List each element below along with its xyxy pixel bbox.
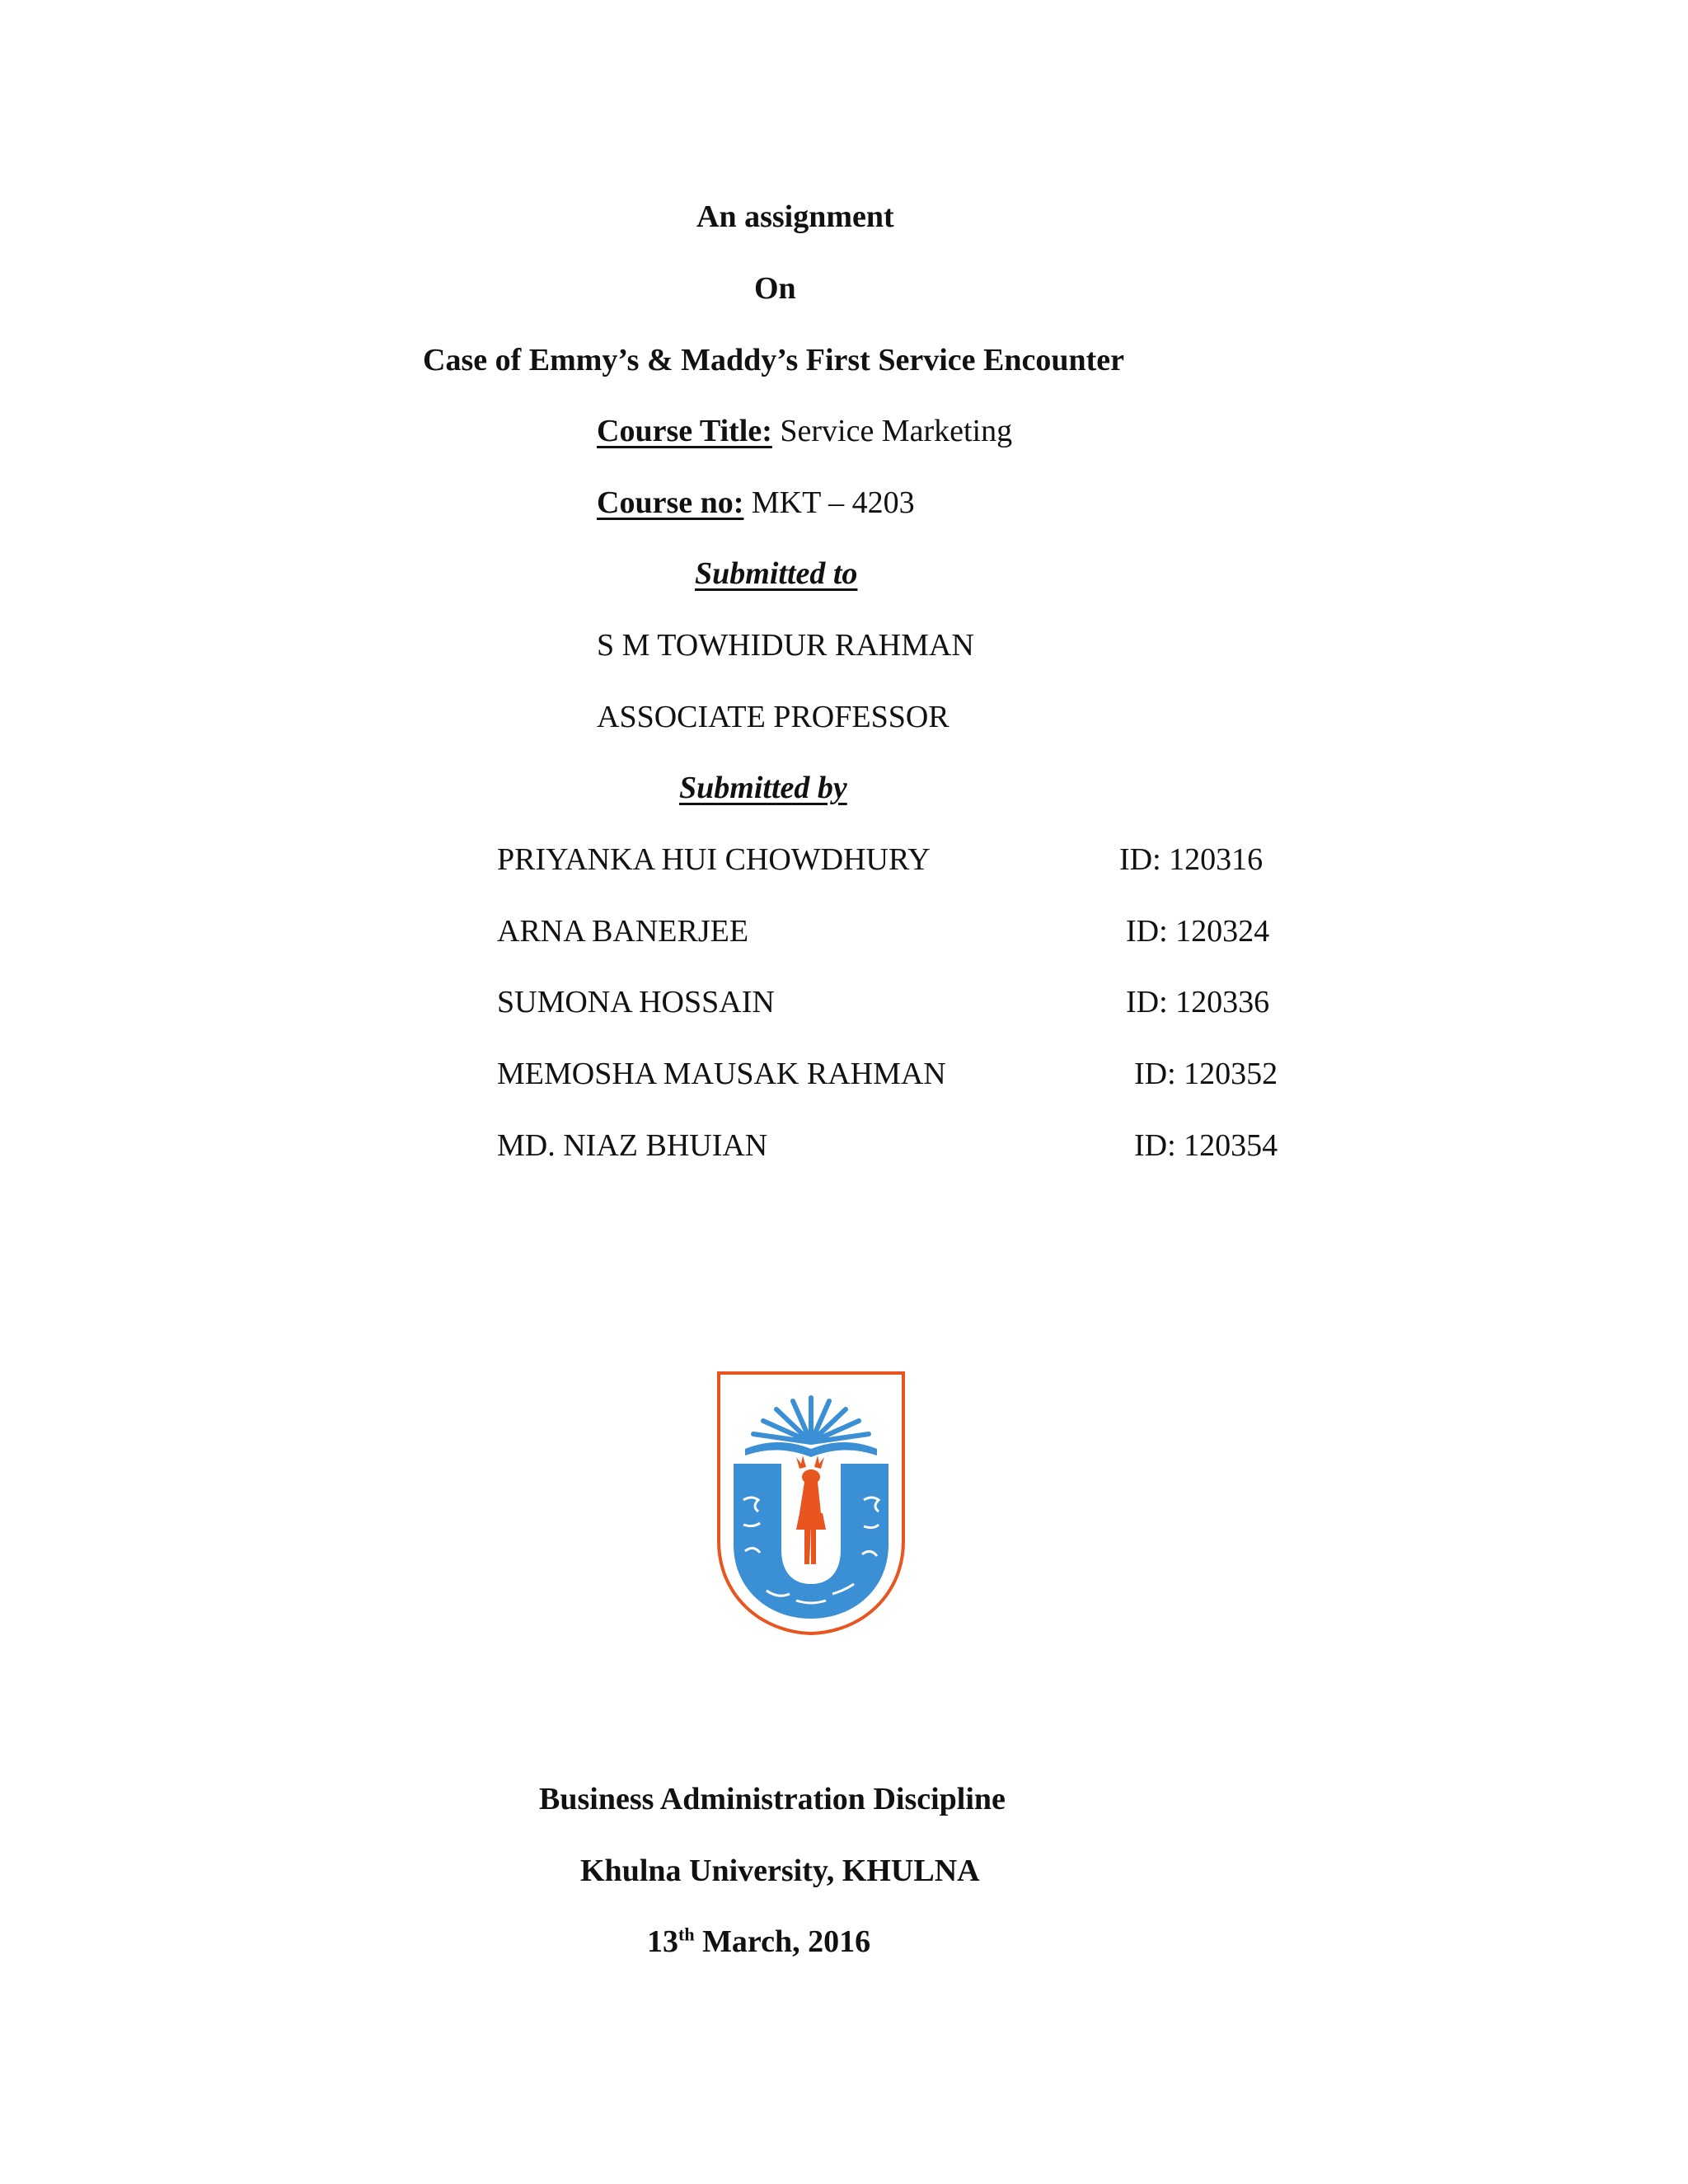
member-id: ID: 120316 xyxy=(1119,842,1264,877)
course-title-value: Service Marketing xyxy=(771,414,1013,448)
date-rest: March, 2016 xyxy=(694,1924,871,1959)
course-title-row xyxy=(597,412,1012,450)
member-name: ARNA BANERJEE xyxy=(497,914,749,949)
course-no-label: Course no: xyxy=(597,485,744,520)
member-name: MEMOSHA MAUSAK RAHMAN xyxy=(497,1057,946,1091)
university-logo xyxy=(714,1368,908,1638)
member-name: SUMONA HOSSAIN xyxy=(497,985,775,1019)
member-id: ID: 120324 xyxy=(1126,914,1270,949)
title-line-1: An assignment xyxy=(696,199,894,234)
member-id: ID: 120336 xyxy=(1126,985,1270,1019)
course-no-row xyxy=(597,484,915,522)
course-title-label: Course Title: xyxy=(597,414,772,448)
member-id: ID: 120354 xyxy=(1134,1128,1278,1163)
submitted-to-heading: Submitted to xyxy=(695,556,858,591)
course-no-value: MKT – 4203 xyxy=(743,485,915,520)
submission-date xyxy=(647,1923,870,1961)
supervisor-name: S M TOWHIDUR RAHMAN xyxy=(597,628,974,663)
date-day: 13 xyxy=(647,1924,678,1959)
university-name: Khulna University, KHULNA xyxy=(580,1854,980,1888)
assignment-title: Case of Emmy’s & Maddy’s First Service Encounter xyxy=(423,343,1124,377)
member-id: ID: 120352 xyxy=(1134,1057,1278,1091)
university-crest-icon xyxy=(714,1368,908,1638)
member-name: MD. NIAZ BHUIAN xyxy=(497,1128,768,1163)
discipline-name: Business Administration Discipline xyxy=(539,1782,1006,1816)
title-line-2: On xyxy=(754,271,796,306)
submitted-by-heading: Submitted by xyxy=(679,771,847,805)
supervisor-designation: ASSOCIATE PROFESSOR xyxy=(597,700,950,734)
member-name: PRIYANKA HUI CHOWDHURY xyxy=(497,842,931,877)
date-suffix: th xyxy=(678,1924,695,1945)
